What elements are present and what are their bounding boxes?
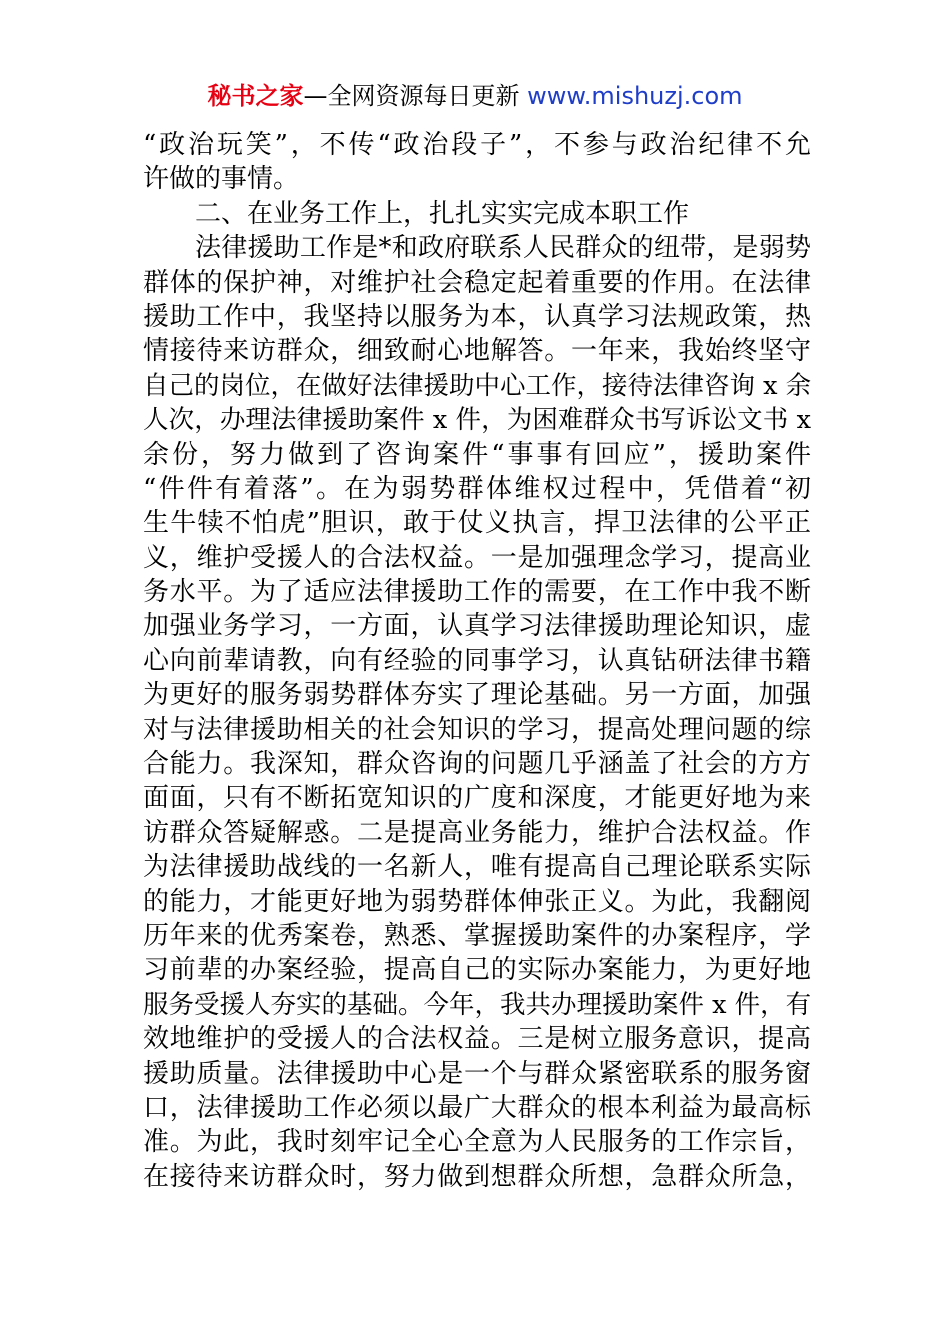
- text-line: 的能力，才能更好地为弱势群体伸张正义。为此，我翻阅: [143, 886, 811, 917]
- site-brand: 秘书之家: [207, 82, 304, 110]
- site-url-link[interactable]: www.mishuzj.com: [527, 82, 743, 110]
- text-line: 效地维护的受援人的合法权益。三是树立服务意识，提高: [143, 1024, 811, 1055]
- site-tagline: —全网资源每日更新: [303, 82, 520, 110]
- text-line: 援助工作中，我坚持以服务为本，认真学习法规政策，热: [143, 301, 811, 332]
- text-line: “件件有着落”。在为弱势群体维权过程中，凭借着“初: [143, 473, 811, 504]
- text-line: 义，维护受援人的合法权益。一是加强理念学习，提高业: [143, 542, 811, 573]
- text-line: 心向前辈请教，向有经验的同事学习，认真钻研法律书籍: [143, 645, 811, 676]
- text-line: 在接待来访群众时，努力做到想群众所想，急群众所急，: [143, 1161, 811, 1192]
- text-line: “政治玩笑”，不传“政治段子”，不参与政治纪律不允: [143, 130, 811, 160]
- text-line: 援助质量。法律援助中心是一个与群众紧密联系的服务窗: [143, 1058, 811, 1089]
- text-line: 许做的事情。: [143, 164, 300, 195]
- text-line: 口，法律援助工作必须以最广大群众的根本利益为最高标: [143, 1092, 811, 1123]
- paragraph-first-line: 法律援助工作是*和政府联系人民群众的纽带，是弱势: [195, 233, 811, 264]
- text-line: 生牛犊不怕虎”胆识，敢于仗义执言，捍卫法律的公平正: [143, 508, 811, 539]
- text-line: 余份，努力做到了咨询案件“事事有回应”，援助案件: [143, 439, 811, 470]
- text-line: 为更好的服务弱势群体夯实了理论基础。另一方面，加强: [143, 680, 811, 711]
- text-line: 人次，办理法律援助案件 x 件，为困难群众书写诉讼文书 x: [143, 405, 811, 436]
- text-line: 访群众答疑解惑。二是提高业务能力，维护合法权益。作: [143, 817, 811, 848]
- text-line: 习前辈的办案经验，提高自己的实际办案能力，为更好地: [143, 955, 811, 986]
- text-line: 面面，只有不断拓宽知识的广度和深度，才能更好地为来: [143, 783, 811, 814]
- text-line: 合能力。我深知，群众咨询的问题几乎涵盖了社会的方方: [143, 749, 811, 780]
- document-body: [143, 128, 811, 1194]
- text-line: 历年来的优秀案卷，熟悉、掌握援助案件的办案程序，学: [143, 920, 811, 951]
- text-line: 对与法律援助相关的社会知识的学习，提高处理问题的综: [143, 714, 811, 745]
- text-line: 群体的保护神，对维护社会稳定起着重要的作用。在法律: [143, 267, 811, 298]
- text-line: 准。为此，我时刻牢记全心全意为人民服务的工作宗旨，: [143, 1127, 811, 1158]
- text-line: 服务受援人夯实的基础。今年，我共办理援助案件 x 件，有: [143, 989, 812, 1020]
- text-line: 为法律援助战线的一名新人，唯有提高自己理论联系实际: [143, 852, 811, 883]
- section-heading: 二、在业务工作上，扎扎实实完成本职工作: [195, 198, 690, 229]
- text-line: 情接待来访群众，细致耐心地解答。一年来，我始终坚守: [143, 336, 811, 367]
- text-line: 务水平。为了适应法律援助工作的需要，在工作中我不断: [143, 577, 811, 608]
- site-header: [0, 78, 950, 114]
- text-line: 加强业务学习，一方面，认真学习法律援助理论知识，虚: [143, 611, 811, 642]
- text-line: 自己的岗位，在做好法律援助中心工作，接待法律咨询 x 余: [143, 370, 812, 401]
